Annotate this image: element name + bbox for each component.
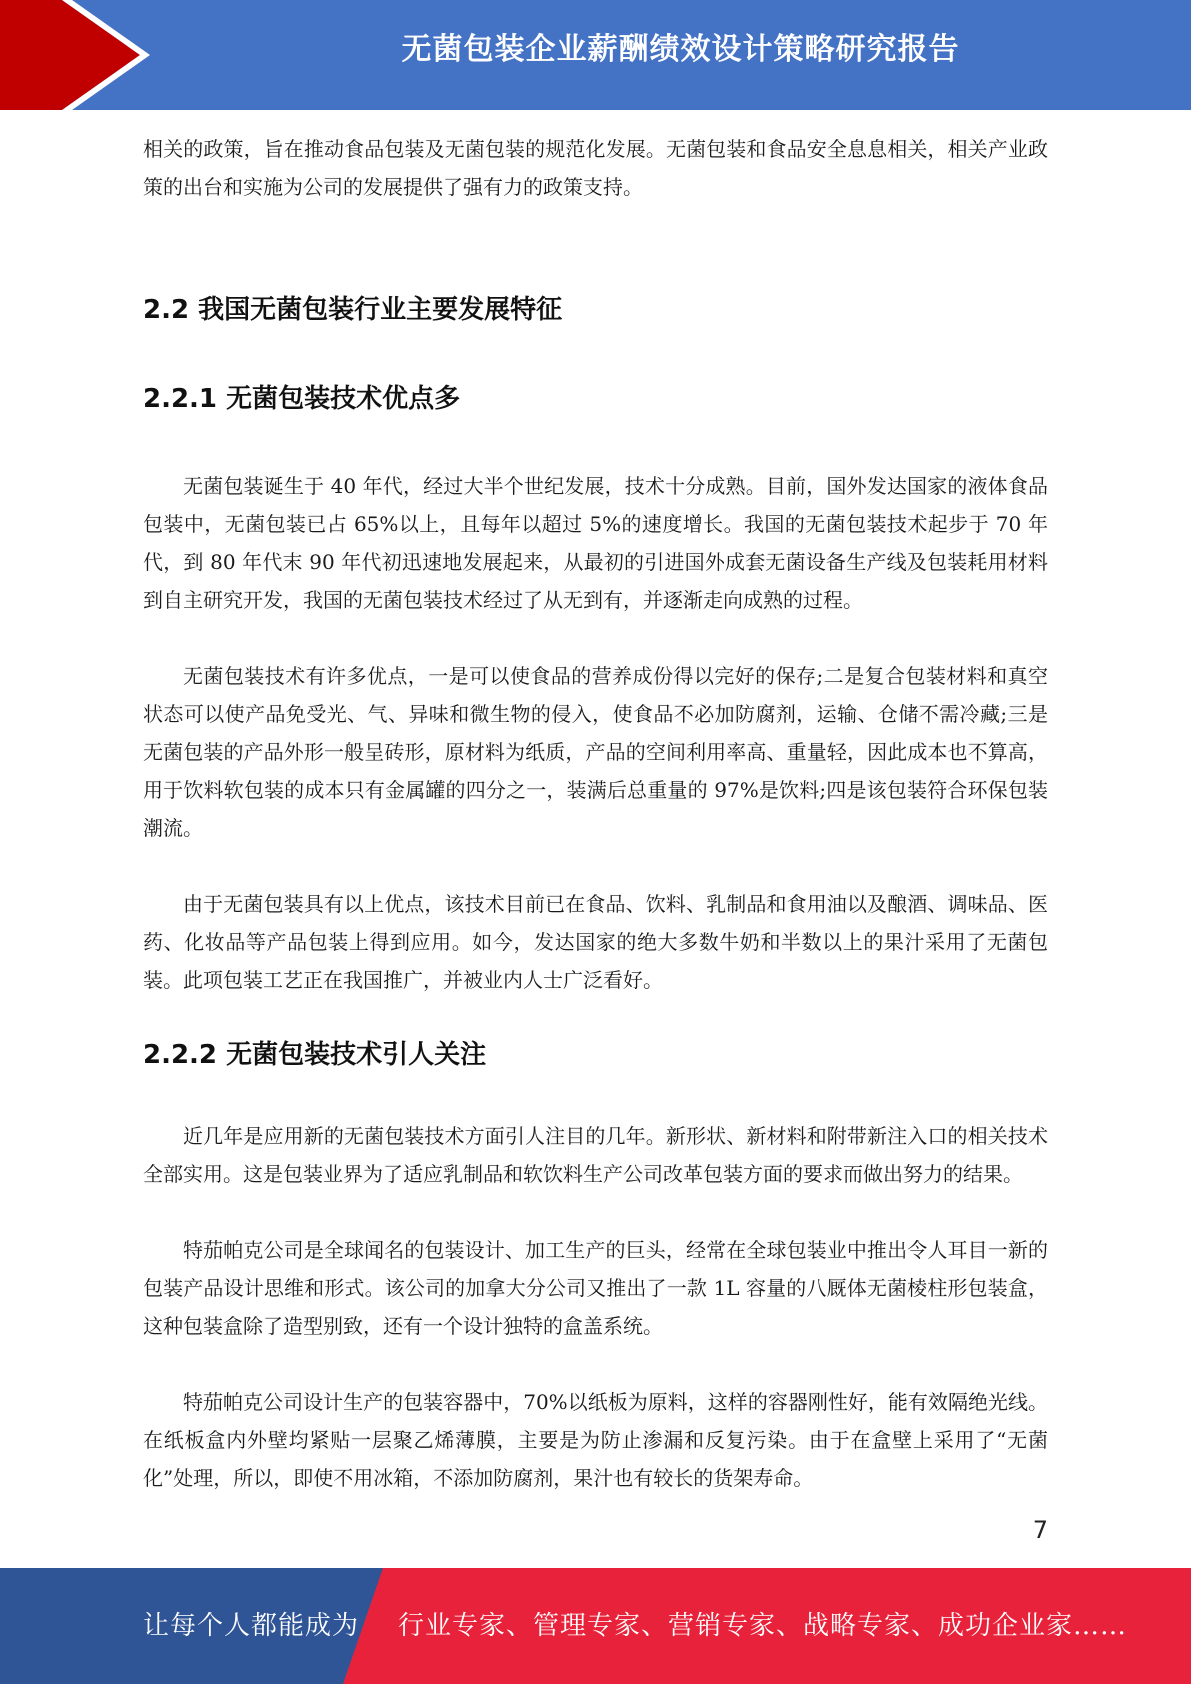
paragraph-2-2-2-2: 特茄帕克公司是全球闻名的包装设计、加工生产的巨头，经常在全球包装业中推出令人耳目一新的包装产品设计思维和形式。该公司的加拿大分公司又推出了一款 1L 容量的八厩体无菌棱柱形包装盒，这种包装盒除了造型别致，还有一个设计独特的盒盖系统。 bbox=[143, 1238, 1048, 1338]
paragraph-2-2-1-1: 无菌包装诞生于 40 年代，经过大半个世纪发展，技术十分成熟。目前，国外发达国家的液体食品包装中，无菌包装已占 65%以上，且每年以超过 5%的速度增长。我国的无菌包装技术起步于 70 年代，到 80 年代末 90 年代初迅速地发展起来，从最初的引进国外成套无菌设备生产线及包装耗用材料到自主研究开发，我国的无菌包装技术经过了从无到有，并逐渐走向成熟的过程。 bbox=[143, 474, 1048, 612]
document-body bbox=[143, 130, 1048, 1497]
intro-paragraph: 相关的政策，旨在推动食品包装及无菌包装的规范化发展。无菌包装和食品安全息息相关，相关产业政策的出台和实施为公司的发展提供了强有力的政策支持。 bbox=[143, 137, 1048, 199]
paragraph-2-2-2-1: 近几年是应用新的无菌包装技术方面引人注目的几年。新形状、新材料和附带新注入口的相关技术全部实用。这是包装业界为了适应乳制品和软饮料生产公司改革包装方面的要求而做出努力的结果。 bbox=[143, 1124, 1048, 1186]
page-footer bbox=[0, 1568, 1191, 1684]
page-header bbox=[0, 0, 1191, 110]
footer-slogan: 让每个人都能成为 bbox=[143, 1611, 360, 1641]
section-heading-2-2-2: 2.2.2 无菌包装技术引人关注 bbox=[143, 1040, 487, 1070]
report-title: 无菌包装企业薪酬绩效设计策略研究报告 bbox=[401, 32, 960, 67]
paragraph-2-2-1-2: 无菌包装技术有许多优点，一是可以使食品的营养成份得以完好的保存;二是复合包装材料和真空状态可以使产品免受光、气、异味和微生物的侵入，使食品不必加防腐剂，运输、仓储不需冷藏;三是无菌包装的产品外形一般呈砖形，原材料为纸质，产品的空间利用率高、重量轻，因此成本也不算高，用于饮料软包装的成本只有金属罐的四分之一，装满后总重量的 97%是饮料;四是该包装符合环保包装潮流。 bbox=[143, 664, 1048, 840]
section-heading-2-2: 2.2 我国无菌包装行业主要发展特征 bbox=[143, 295, 563, 325]
header-arrow-icon bbox=[0, 0, 150, 110]
paragraph-2-2-1-3: 由于无菌包装具有以上优点，该技术目前已在食品、饮料、乳制品和食用油以及酿酒、调味品、医药、化妆品等产品包装上得到应用。如今，发达国家的绝大多数牛奶和半数以上的果汁采用了无菌包装。此项包装工艺正在我国推广，并被业内人士广泛看好。 bbox=[143, 892, 1048, 992]
footer-roles: 行业专家、管理专家、营销专家、战略专家、成功企业家…… bbox=[398, 1611, 1128, 1641]
page-number: 7 bbox=[1032, 1516, 1048, 1544]
section-heading-2-2-1: 2.2.1 无菌包装技术优点多 bbox=[143, 384, 461, 414]
paragraph-2-2-2-3: 特茄帕克公司设计生产的包装容器中，70%以纸板为原料，这样的容器刚性好，能有效隔绝光线。在纸板盒内外壁均紧贴一层聚乙烯薄膜，主要是为防止渗漏和反复污染。由于在盒壁上采用了“无菌化”处理，所以，即使不用冰箱，不添加防腐剂，果汁也有较长的货架寿命。 bbox=[143, 1390, 1048, 1490]
